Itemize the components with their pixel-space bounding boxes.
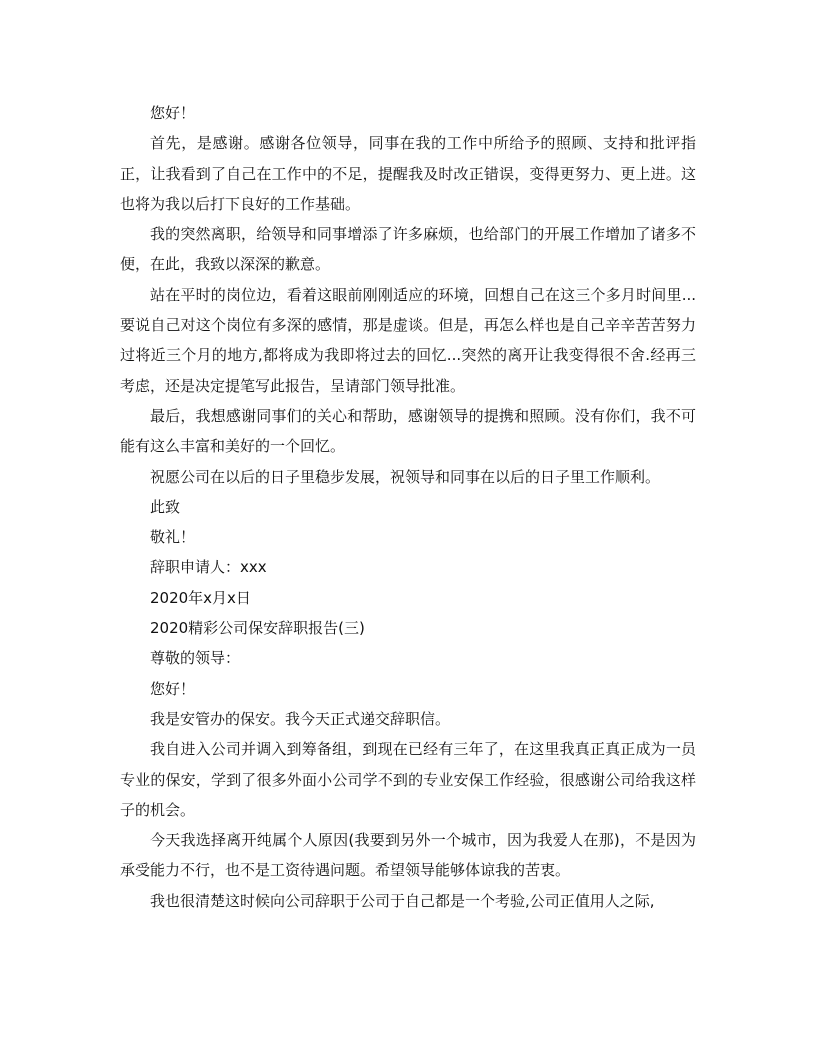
closing-line: 此致 [150,497,181,516]
greeting-2: 您好！ [150,679,196,698]
paragraph-introduction: 我是安管办的保安。我今天正式递交辞职信。 [150,709,451,728]
applicant-signature: 辞职申请人：xxx [150,558,267,577]
paragraph-wishes: 祝愿公司在以后的日子里稳步发展，祝领导和同事在以后的日子里工作顺利。 [150,467,661,486]
addressee: 尊敬的领导： [150,649,241,668]
greeting: 您好！ [150,104,196,122]
letter-body [120,98,696,916]
letter-date: 2020年x月x日 [150,588,251,607]
section-heading: 2020精彩公司保安辞职报告(三) [150,619,365,638]
paragraph-thanks: 首先，是感谢。感谢各位领导，同事在我的工作中所给予的照顾、支持和批评指正，让我看到了自己在工作中的不足，提醒我及时改正错误，变得更努力、更上进。这也将为我以后打下良好的工作基础。 [120,134,696,213]
paragraph-reason: 今天我选择离开纯属个人原因(我要到另外一个城市，因为我爱人在那)，不是因为承受能力不行，也不是工资待遇问题。希望领导能够体谅我的苦衷。 [120,831,696,880]
paragraph-gratitude: 最后，我想感谢同事们的关心和帮助，感谢领导的提携和照顾。没有你们，我不可能有这么丰富和美好的一个回忆。 [120,406,696,456]
paragraph-timing: 我也很清楚这时候向公司辞职于公司于自己都是一个考验,公司正值用人之际, [150,891,655,910]
paragraph-reflection: 站在平时的岗位边，看着这眼前刚刚适应的环境，回想自己在这三个多月时间里...要说自己对这个岗位有多深的感情，那是虚谈。但是，再怎么样也是自己辛辛苦苦努力过将近三个月的地方,都将成为我即将过去的回忆...突然的离开让我变得很不舍.经再三考虑，还是决定提笔写此报告，呈请部门领导批准。 [120,285,696,395]
paragraph-experience: 我自进入公司并调入到筹备组，到现在已经有三年了，在这里我真正真正成为一员专业的保安，学到了很多外面小公司学不到的专业安保工作经验，很感谢公司给我这样子的机会。 [120,740,696,819]
salutation: 敬礼！ [150,528,196,547]
paragraph-apology: 我的突然离职，给领导和同事增添了许多麻烦，也给部门的开展工作增加了诸多不便，在此，我致以深深的歉意。 [120,225,696,274]
